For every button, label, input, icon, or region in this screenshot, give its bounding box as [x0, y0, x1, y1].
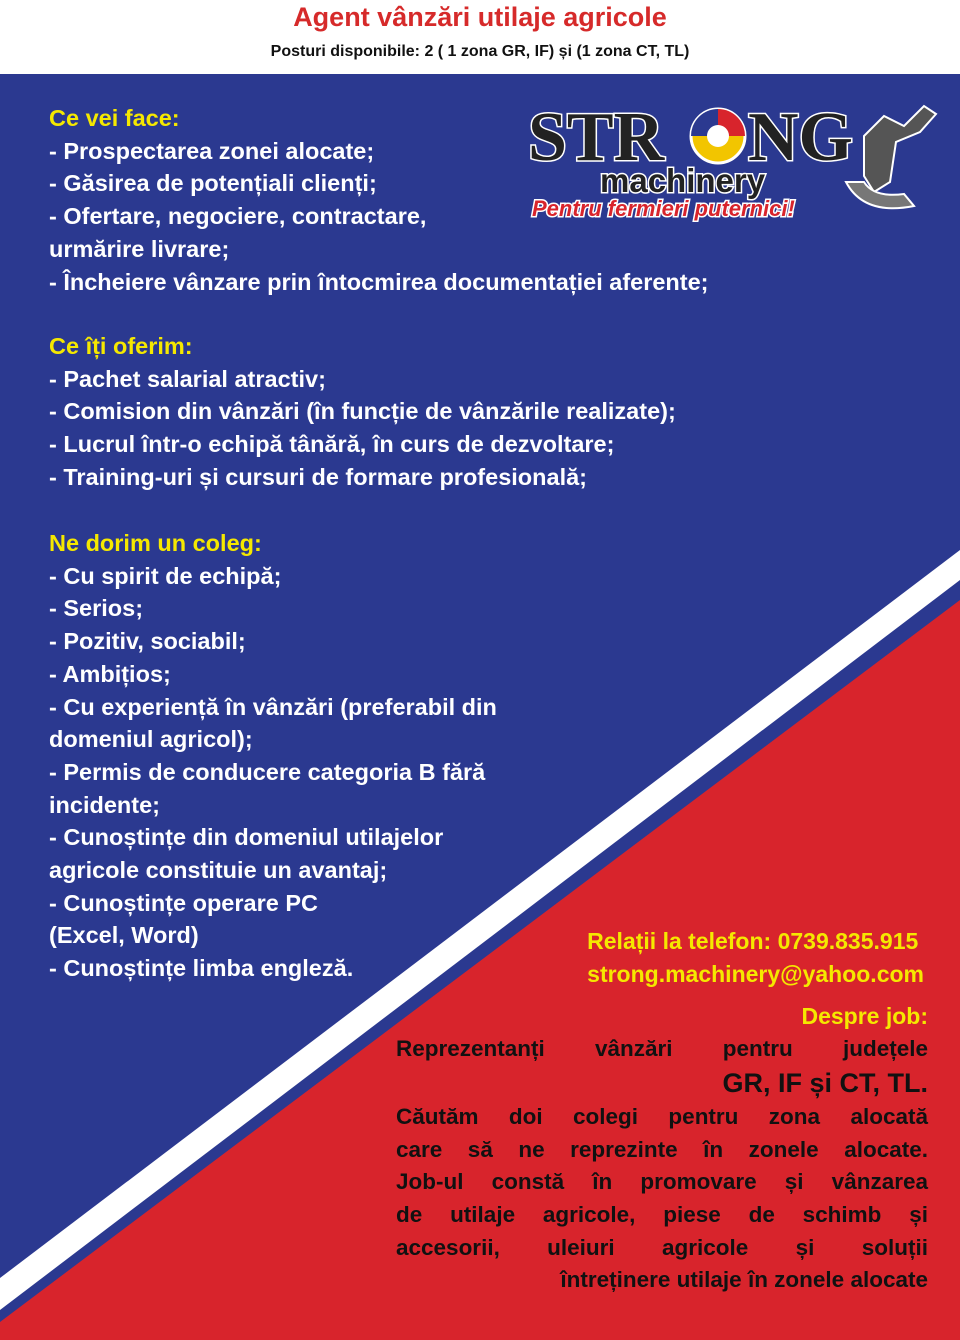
section-tasks [49, 102, 709, 298]
logo-tagline: Pentru fermieri puternici! [532, 196, 795, 221]
plough-icon [846, 106, 936, 208]
list-item: - Cunoștințe limba engleză. [49, 955, 354, 982]
list-item: - Ambițios; [49, 660, 171, 687]
contact-block [587, 925, 924, 991]
about-line: accesorii, uleiuri agricole și soluții [396, 1234, 928, 1260]
about-line: întreținere utilaje în zonele alocate [560, 1267, 928, 1293]
list-item: agricole constituie un avantaj; [49, 857, 388, 884]
list-item: - Cunoștințe operare PC [49, 889, 318, 916]
logo-brand-text: STR [528, 99, 665, 176]
list-item: - Lucrul într-o echipă tânără, în curs de dezvoltare; [49, 431, 615, 458]
logo-sub-text: machinery [600, 162, 766, 199]
section-offer [49, 330, 676, 494]
phone-text: Relații la telefon: 0739.835.915 [587, 928, 919, 954]
list-item: - Serios; [49, 595, 144, 622]
tasks-heading: Ce vei face: [49, 105, 180, 131]
list-item: - Ofertare, negociere, contractare, [49, 203, 427, 230]
header [0, 0, 960, 74]
about-line: Reprezentanți vânzări pentru județele [396, 1035, 928, 1061]
list-item: domeniul agricol); [49, 726, 253, 753]
list-item: - Comision din vânzări (în funcție de vânzările realizate); [49, 398, 676, 425]
list-item: - Cunoștințe din domeniul utilajelor [49, 824, 444, 851]
list-item: - Cu spirit de echipă; [49, 562, 282, 589]
positions-subtitle: Posturi disponibile: 2 ( 1 zona GR, IF) și (1 zona CT, TL) [270, 43, 690, 60]
about-line: Job-ul constă în promovare și vânzarea [396, 1169, 928, 1195]
list-item: - Training-uri și cursuri de formare profesională; [49, 463, 587, 490]
list-item: - Pozitiv, sociabil; [49, 628, 246, 655]
list-item: - Prospectarea zonei alocate; [49, 137, 375, 164]
about-heading: Despre job: [801, 1003, 928, 1029]
about-job [396, 1000, 928, 1297]
section-wanted [49, 527, 497, 985]
offer-heading: Ce îți oferim: [49, 333, 193, 359]
list-item: - Permis de conducere categoria B fără [49, 758, 486, 785]
list-item: incidente; [49, 791, 160, 818]
list-item: (Excel, Word) [49, 922, 199, 949]
about-line: de utilaje agricole, piese de schimb și [396, 1201, 928, 1227]
list-item: - Încheiere vânzare prin întocmirea documentației aferente; [49, 268, 709, 295]
email-link[interactable]: strong.machinery@yahoo.com [587, 961, 924, 987]
list-item: - Pachet salarial atractiv; [49, 365, 326, 392]
about-regions: GR, IF și CT, TL. [722, 1068, 928, 1099]
list-item: - Găsirea de potențiali clienți; [49, 170, 377, 197]
list-item: urmărire livrare; [49, 235, 230, 262]
list-item: - Cu experiență în vânzări (preferabil din [49, 693, 497, 720]
about-line: Căutăm doi colegi pentru zona alocată [396, 1104, 928, 1130]
svg-text:NG: NG [748, 99, 853, 176]
page-title: Agent vânzări utilaje agricole [293, 2, 667, 32]
wanted-heading: Ne dorim un coleg: [49, 530, 262, 556]
about-line: care să ne reprezinte în zonele alocate. [396, 1136, 928, 1162]
